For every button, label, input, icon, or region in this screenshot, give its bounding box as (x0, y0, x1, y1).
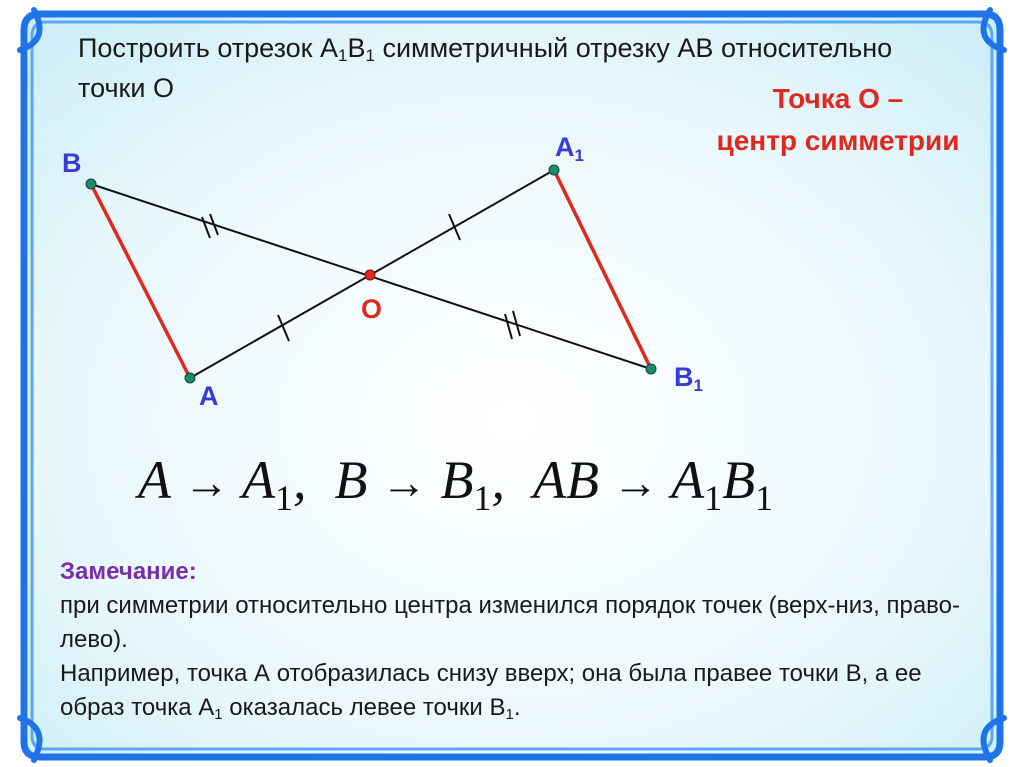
center-note-line2: центр симметрии (716, 125, 960, 156)
tick-OA1 (449, 214, 460, 240)
point-O (365, 270, 375, 280)
tick-AO (278, 315, 289, 341)
remark-block (60, 555, 990, 725)
remark-line1: при симметрии относительно центра изменился порядок точек (верх-низ, право-лево). (60, 592, 960, 653)
remark-heading: Замечание: (60, 558, 197, 585)
point-B1 (646, 364, 656, 374)
segment-AB (91, 184, 190, 378)
point-B (86, 179, 96, 189)
label-point-A1: $A_1$ (555, 132, 584, 165)
label-point-A: A (199, 381, 219, 411)
tick-BO-1 (202, 217, 210, 238)
point-A (185, 373, 195, 383)
center-note-line1: Точка О – (772, 83, 904, 114)
tick-OB1-1 (505, 314, 512, 339)
slide-title: Построить отрезок $А_1В_1$ симметричный отрезку АВ относительно точки О (78, 33, 893, 103)
point-A1 (549, 165, 559, 175)
segment-A1B1 (554, 170, 651, 369)
mapping-formula: $A \to A_1$, $B \to B_1$, AB → $A_1B_1$ (138, 450, 774, 518)
label-point-B: B (62, 148, 82, 178)
remark-line2: Например, точка А отобразилась снизу вверх; она была правее точки В, а ее образ точка $А_1$ оказалась левее точки $В_1$. (60, 660, 922, 723)
label-point-B1: $B_1$ (674, 362, 703, 395)
label-point-O: O (361, 294, 383, 324)
